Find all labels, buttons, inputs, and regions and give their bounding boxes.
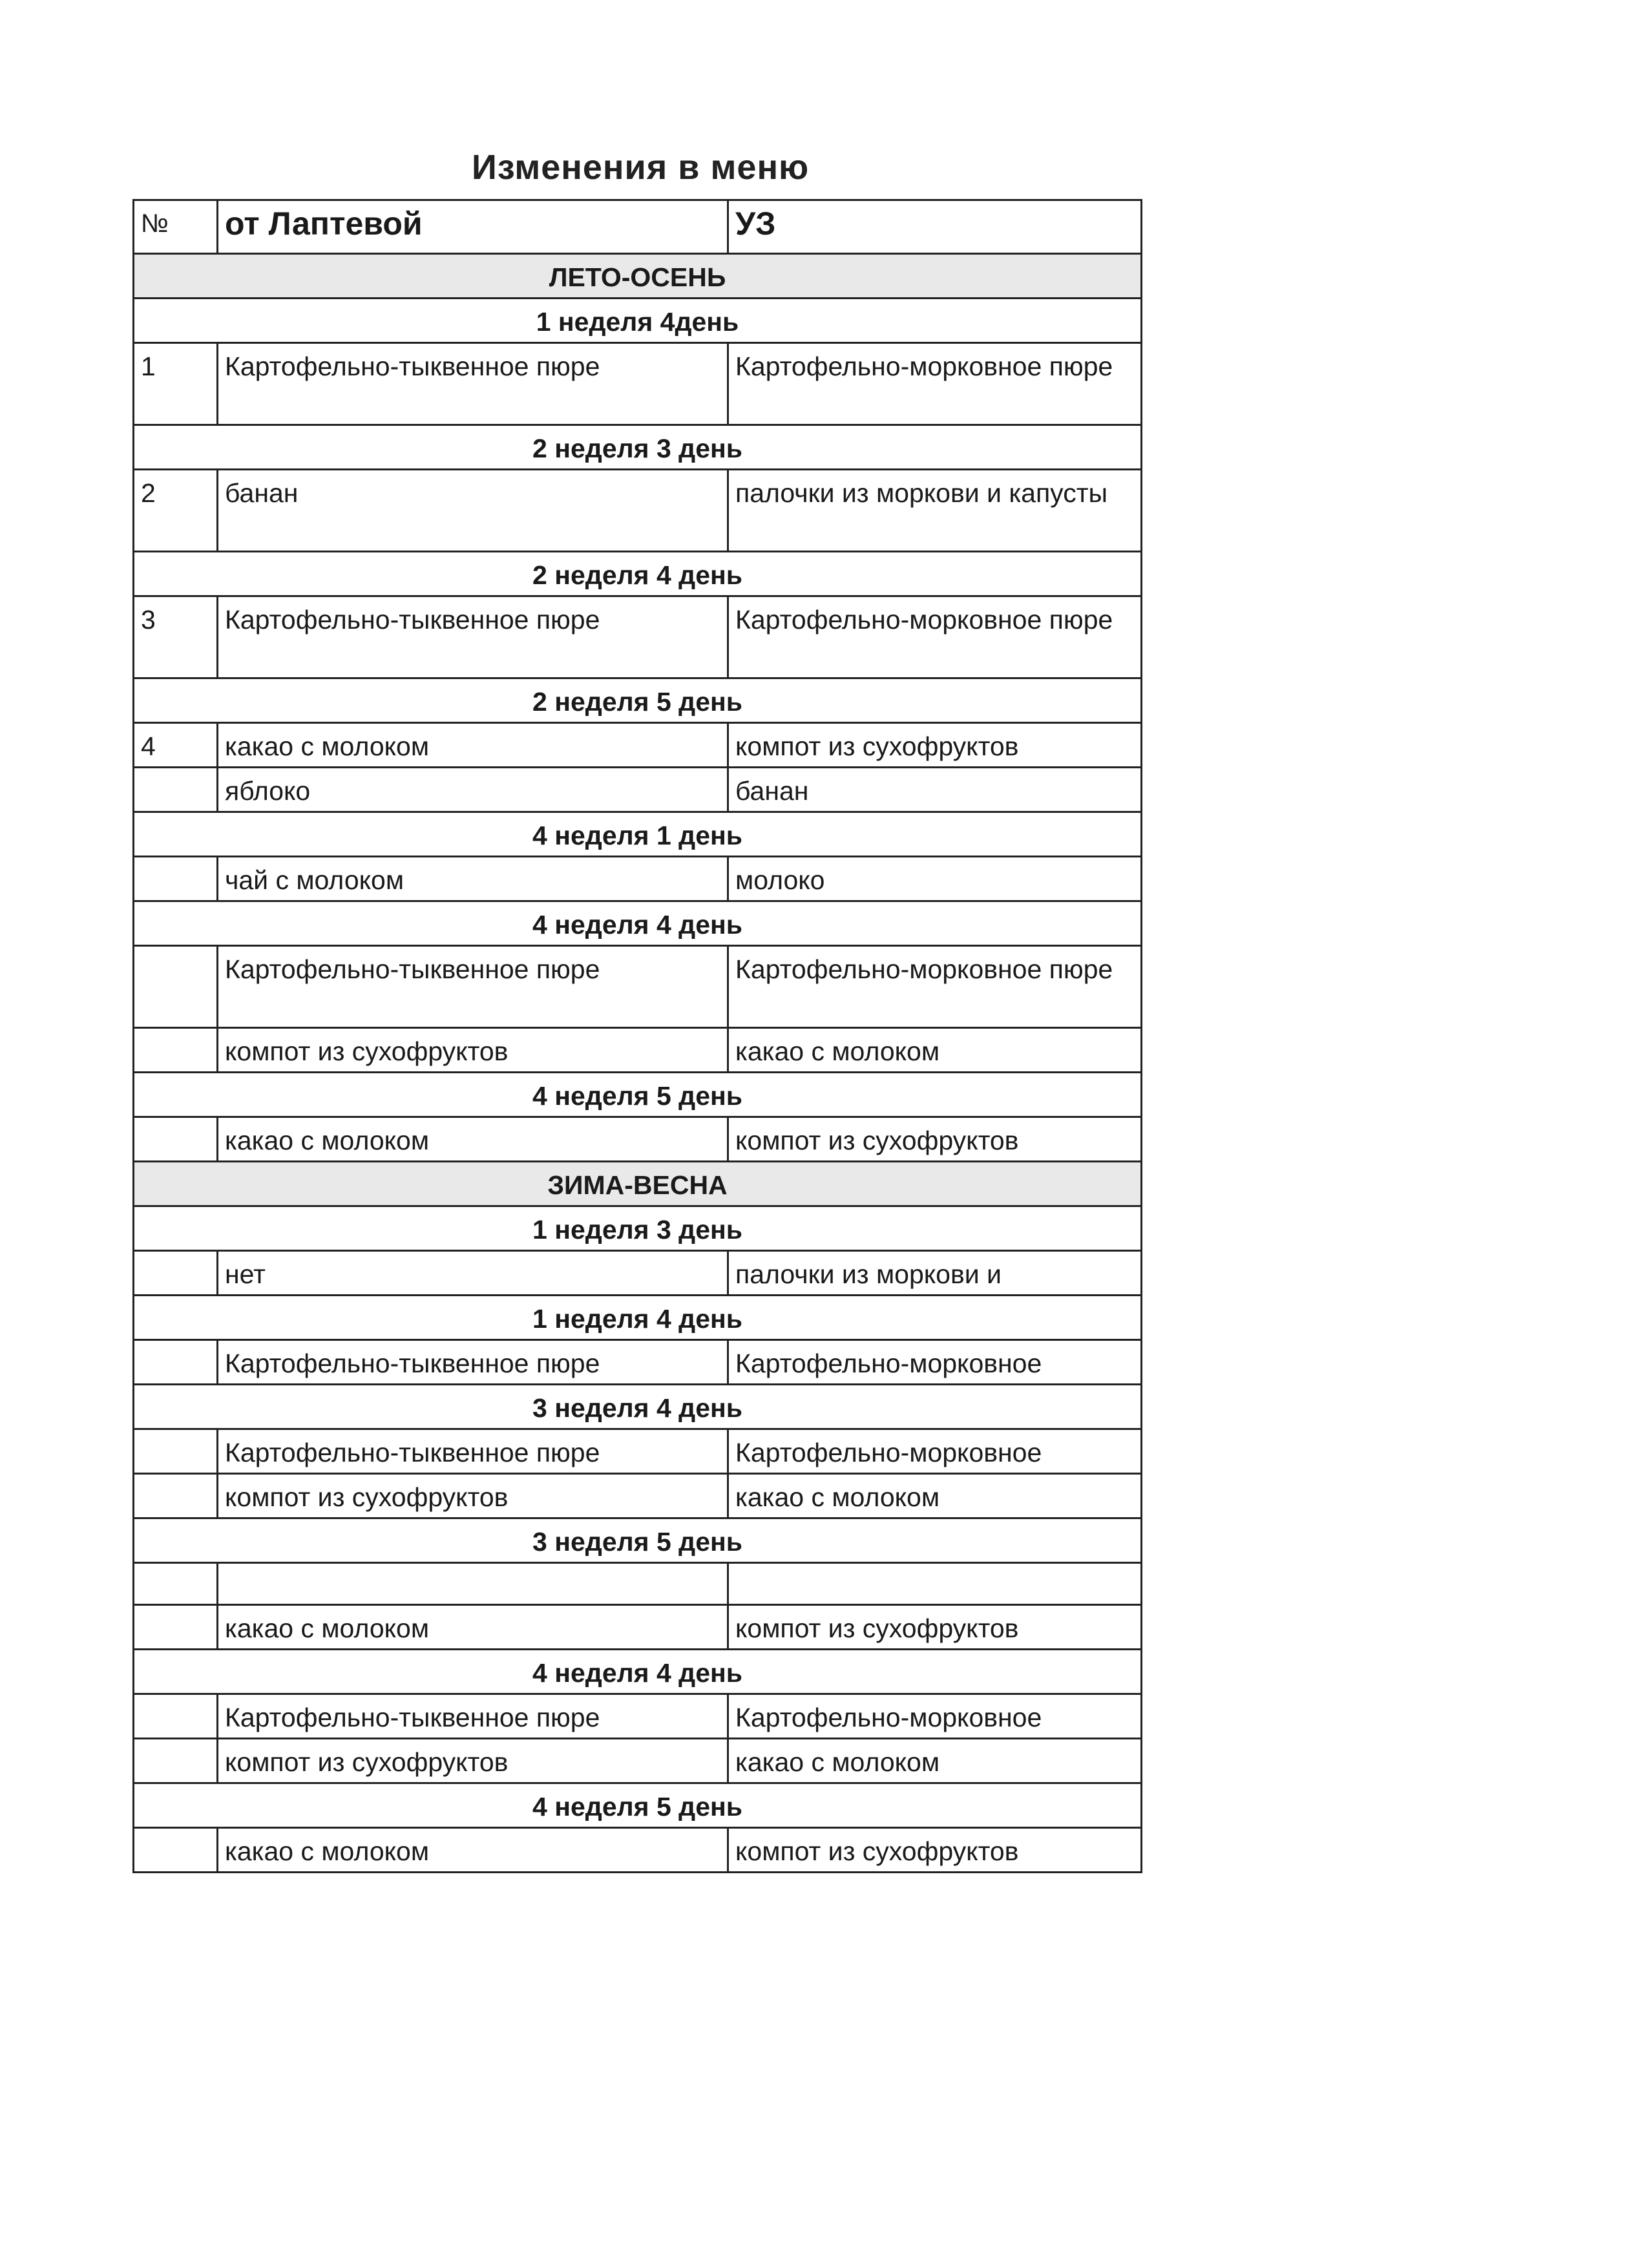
table-row <box>134 1028 1142 1073</box>
row-number <box>134 768 218 812</box>
row-number: 2 <box>134 470 218 552</box>
week-day-heading: 1 неделя 4день <box>134 299 1142 343</box>
week-day-row <box>134 678 1142 723</box>
uz-cell: Картофельно-морковное <box>728 1694 1142 1739</box>
table-row <box>134 470 1142 552</box>
row-number <box>134 1340 218 1385</box>
row-number: 3 <box>134 596 218 678</box>
from-lapteva-cell: какао с молоком <box>218 1117 728 1162</box>
table-row <box>134 1694 1142 1739</box>
header-uz: УЗ <box>728 200 1142 254</box>
from-lapteva-cell: Картофельно-тыквенное пюре <box>218 1429 728 1474</box>
row-number <box>134 1605 218 1650</box>
row-number <box>134 1474 218 1518</box>
from-lapteva-cell: Картофельно-тыквенное пюре <box>218 1694 728 1739</box>
week-day-row <box>134 425 1142 470</box>
week-day-heading: 2 неделя 5 день <box>134 678 1142 723</box>
row-number <box>134 1563 218 1605</box>
week-day-heading: 4 неделя 4 день <box>134 1650 1142 1694</box>
table-row <box>134 857 1142 901</box>
row-number <box>134 1251 218 1296</box>
row-number <box>134 946 218 1028</box>
season-heading: ЗИМА-ВЕСНА <box>134 1162 1142 1206</box>
row-number <box>134 1739 218 1783</box>
table-row <box>134 1429 1142 1474</box>
week-day-row <box>134 901 1142 946</box>
from-lapteva-cell: чай с молоком <box>218 857 728 901</box>
table-row <box>134 1117 1142 1162</box>
week-day-heading: 4 неделя 5 день <box>134 1783 1142 1828</box>
table-row <box>134 1605 1142 1650</box>
week-day-row <box>134 552 1142 596</box>
week-day-heading: 2 неделя 3 день <box>134 425 1142 470</box>
from-lapteva-cell: Картофельно-тыквенное пюре <box>218 596 728 678</box>
week-day-row <box>134 1073 1142 1117</box>
uz-cell: компот из сухофруктов <box>728 1605 1142 1650</box>
table-row <box>134 596 1142 678</box>
table-row <box>134 1251 1142 1296</box>
menu-changes-table <box>132 199 1142 1873</box>
week-day-row <box>134 1783 1142 1828</box>
table-row <box>134 768 1142 812</box>
menu-table-body <box>134 200 1142 1873</box>
uz-cell <box>728 1563 1142 1605</box>
table-row <box>134 1739 1142 1783</box>
from-lapteva-cell: Картофельно-тыквенное пюре <box>218 343 728 425</box>
from-lapteva-cell: нет <box>218 1251 728 1296</box>
week-day-heading: 4 неделя 1 день <box>134 812 1142 857</box>
table-row <box>134 946 1142 1028</box>
uz-cell: палочки из моркови и капусты <box>728 470 1142 552</box>
uz-cell: компот из сухофруктов <box>728 1828 1142 1873</box>
week-day-row <box>134 1650 1142 1694</box>
season-row <box>134 1162 1142 1206</box>
row-number: 4 <box>134 723 218 768</box>
from-lapteva-cell <box>218 1563 728 1605</box>
week-day-heading: 1 неделя 3 день <box>134 1206 1142 1251</box>
uz-cell: какао с молоком <box>728 1739 1142 1783</box>
season-heading: ЛЕТО-ОСЕНЬ <box>134 254 1142 299</box>
from-lapteva-cell: какао с молоком <box>218 1828 728 1873</box>
from-lapteva-cell: какао с молоком <box>218 1605 728 1650</box>
week-day-row <box>134 1206 1142 1251</box>
week-day-row <box>134 1296 1142 1340</box>
from-lapteva-cell: Картофельно-тыквенное пюре <box>218 946 728 1028</box>
row-number <box>134 1828 218 1873</box>
uz-cell: Картофельно-морковное <box>728 1429 1142 1474</box>
uz-cell: банан <box>728 768 1142 812</box>
week-day-heading: 3 неделя 4 день <box>134 1385 1142 1429</box>
from-lapteva-cell: компот из сухофруктов <box>218 1739 728 1783</box>
row-number <box>134 1028 218 1073</box>
uz-cell: Картофельно-морковное пюре <box>728 596 1142 678</box>
row-number: 1 <box>134 343 218 425</box>
row-number <box>134 857 218 901</box>
week-day-row <box>134 1385 1142 1429</box>
season-row <box>134 254 1142 299</box>
week-day-heading: 3 неделя 5 день <box>134 1518 1142 1563</box>
table-row <box>134 723 1142 768</box>
uz-cell: палочки из моркови и <box>728 1251 1142 1296</box>
table-row <box>134 1828 1142 1873</box>
document-title: Изменения в меню <box>472 148 810 187</box>
week-day-row <box>134 1518 1142 1563</box>
uz-cell: компот из сухофруктов <box>728 1117 1142 1162</box>
table-row <box>134 1563 1142 1605</box>
week-day-heading: 4 неделя 4 день <box>134 901 1142 946</box>
week-day-row <box>134 299 1142 343</box>
from-lapteva-cell: Картофельно-тыквенное пюре <box>218 1340 728 1385</box>
table-row <box>134 343 1142 425</box>
from-lapteva-cell: банан <box>218 470 728 552</box>
uz-cell: Картофельно-морковное пюре <box>728 343 1142 425</box>
from-lapteva-cell: компот из сухофруктов <box>218 1474 728 1518</box>
header-from-lapteva: от Лаптевой <box>218 200 728 254</box>
row-number <box>134 1117 218 1162</box>
week-day-heading: 1 неделя 4 день <box>134 1296 1142 1340</box>
uz-cell: компот из сухофруктов <box>728 723 1142 768</box>
uz-cell: какао с молоком <box>728 1474 1142 1518</box>
table-row <box>134 1340 1142 1385</box>
table-header-row <box>134 200 1142 254</box>
uz-cell: какао с молоком <box>728 1028 1142 1073</box>
uz-cell: Картофельно-морковное <box>728 1340 1142 1385</box>
row-number <box>134 1429 218 1474</box>
week-day-heading: 2 неделя 4 день <box>134 552 1142 596</box>
week-day-row <box>134 812 1142 857</box>
header-number: № <box>134 200 218 254</box>
uz-cell: Картофельно-морковное пюре <box>728 946 1142 1028</box>
from-lapteva-cell: компот из сухофруктов <box>218 1028 728 1073</box>
week-day-heading: 4 неделя 5 день <box>134 1073 1142 1117</box>
row-number <box>134 1694 218 1739</box>
uz-cell: молоко <box>728 857 1142 901</box>
from-lapteva-cell: яблоко <box>218 768 728 812</box>
from-lapteva-cell: какао с молоком <box>218 723 728 768</box>
table-row <box>134 1474 1142 1518</box>
